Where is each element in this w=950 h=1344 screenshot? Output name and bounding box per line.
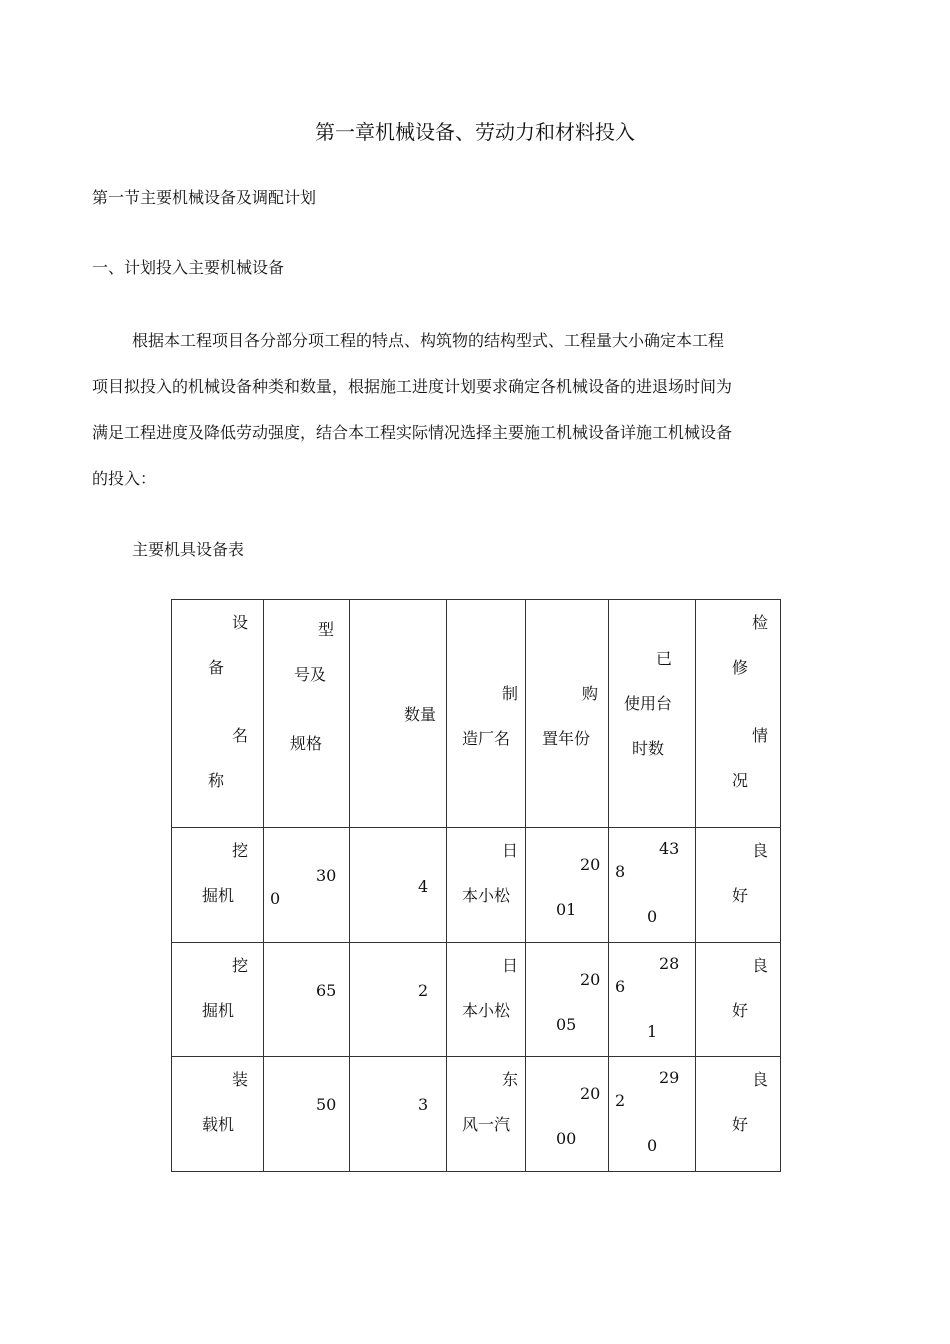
header-text: 情 bbox=[752, 726, 769, 745]
cell-text: 01 bbox=[556, 900, 577, 919]
table-row bbox=[172, 828, 781, 943]
header-text: 时数 bbox=[632, 739, 665, 758]
cell-year bbox=[526, 943, 609, 1057]
cell-hours bbox=[609, 828, 696, 943]
table-header-row bbox=[172, 600, 781, 828]
cell-status bbox=[696, 1057, 781, 1172]
cell-text: 3 bbox=[418, 1095, 429, 1114]
cell-text: 载机 bbox=[202, 1115, 235, 1134]
cell-year bbox=[526, 1057, 609, 1172]
header-text: 已 bbox=[656, 649, 673, 668]
cell-text: 2 bbox=[418, 981, 429, 1000]
cell-text: 65 bbox=[316, 981, 337, 1000]
table-caption: 主要机具设备表 bbox=[132, 540, 245, 559]
cell-text: 掘机 bbox=[202, 1001, 235, 1020]
table-row bbox=[172, 1057, 781, 1172]
cell-hours bbox=[609, 943, 696, 1057]
cell-text: 良 bbox=[752, 956, 769, 975]
cell-text: 日 bbox=[502, 841, 519, 860]
cell-text: 本小松 bbox=[462, 886, 511, 905]
cell-text: 0 bbox=[270, 889, 281, 908]
cell-qty bbox=[350, 828, 447, 943]
header-cell-name bbox=[172, 600, 264, 828]
header-cell-status bbox=[696, 600, 781, 828]
header-text: 名 bbox=[232, 726, 249, 745]
cell-maker bbox=[447, 943, 526, 1057]
header-text: 制 bbox=[502, 684, 519, 703]
cell-text: 20 bbox=[580, 855, 601, 874]
header-text: 修 bbox=[732, 658, 749, 677]
cell-text: 00 bbox=[556, 1129, 577, 1148]
header-text: 购 bbox=[582, 684, 599, 703]
cell-year bbox=[526, 828, 609, 943]
cell-hours bbox=[609, 1057, 696, 1172]
cell-text: 50 bbox=[316, 1095, 337, 1114]
header-text: 数量 bbox=[404, 705, 437, 724]
header-cell-maker bbox=[447, 600, 526, 828]
cell-text: 日 bbox=[502, 956, 519, 975]
cell-maker bbox=[447, 1057, 526, 1172]
cell-text: 05 bbox=[556, 1015, 577, 1034]
cell-model bbox=[264, 1057, 350, 1172]
cell-text: 好 bbox=[732, 1115, 749, 1134]
paragraph-line: 满足工程进度及降低劳动强度，结合本工程实际情况选择主要施工机械设备详施工机械设备 bbox=[92, 423, 733, 442]
header-cell-year bbox=[526, 600, 609, 828]
header-text: 设 bbox=[232, 613, 249, 632]
header-text: 况 bbox=[732, 771, 749, 790]
cell-text: 30 bbox=[316, 866, 337, 885]
header-text: 称 bbox=[208, 771, 225, 790]
paragraph-line: 根据本工程项目各分部分项工程的特点、构筑物的结构型式、工程量大小确定本工程 bbox=[132, 331, 725, 350]
header-text: 置年份 bbox=[542, 729, 591, 748]
cell-text: 良 bbox=[752, 1070, 769, 1089]
cell-text: 8 bbox=[615, 862, 626, 881]
header-text: 型 bbox=[318, 620, 335, 639]
cell-text: 掘机 bbox=[202, 886, 235, 905]
cell-text: 0 bbox=[647, 1136, 658, 1155]
cell-model bbox=[264, 828, 350, 943]
paragraph-line: 项目拟投入的机械设备种类和数量，根据施工进度计划要求确定各机械设备的进退场时间为 bbox=[92, 377, 733, 396]
cell-text: 1 bbox=[647, 1022, 658, 1041]
header-text: 号及 bbox=[294, 665, 327, 684]
cell-name bbox=[172, 1057, 264, 1172]
cell-name bbox=[172, 943, 264, 1057]
cell-status bbox=[696, 943, 781, 1057]
body-paragraph bbox=[92, 318, 872, 502]
cell-text: 20 bbox=[580, 1084, 601, 1103]
document-title: 第一章机械设备、劳动力和材料投入 bbox=[315, 120, 635, 144]
cell-status bbox=[696, 828, 781, 943]
header-text: 备 bbox=[208, 658, 225, 677]
cell-text: 挖 bbox=[232, 956, 249, 975]
cell-text: 本小松 bbox=[462, 1001, 511, 1020]
header-text: 检 bbox=[752, 613, 769, 632]
cell-text: 20 bbox=[580, 970, 601, 989]
cell-qty bbox=[350, 943, 447, 1057]
cell-text: 4 bbox=[418, 877, 429, 896]
table-row bbox=[172, 943, 781, 1057]
cell-text: 29 bbox=[659, 1068, 680, 1087]
header-text: 造厂名 bbox=[462, 729, 511, 748]
cell-text: 挖 bbox=[232, 841, 249, 860]
header-text: 使用台 bbox=[624, 694, 673, 713]
cell-text: 好 bbox=[732, 1001, 749, 1020]
cell-text: 风一汽 bbox=[462, 1115, 511, 1134]
header-cell-qty bbox=[350, 600, 447, 828]
cell-text: 良 bbox=[752, 841, 769, 860]
subsection-heading: 一、计划投入主要机械设备 bbox=[92, 258, 285, 277]
cell-maker bbox=[447, 828, 526, 943]
cell-text: 43 bbox=[659, 839, 680, 858]
cell-name bbox=[172, 828, 264, 943]
cell-model bbox=[264, 943, 350, 1057]
cell-qty bbox=[350, 1057, 447, 1172]
header-cell-hours bbox=[609, 600, 696, 828]
cell-text: 0 bbox=[647, 907, 658, 926]
cell-text: 好 bbox=[732, 886, 749, 905]
section-heading: 第一节主要机械设备及调配计划 bbox=[92, 188, 317, 207]
cell-text: 装 bbox=[232, 1070, 249, 1089]
paragraph-line: 的投入： bbox=[92, 469, 157, 488]
cell-text: 6 bbox=[615, 977, 626, 996]
cell-text: 28 bbox=[659, 954, 680, 973]
cell-text: 东 bbox=[502, 1070, 519, 1089]
header-text: 规格 bbox=[290, 734, 323, 753]
header-cell-model bbox=[264, 600, 350, 828]
cell-text: 2 bbox=[615, 1091, 626, 1110]
equipment-table bbox=[171, 599, 781, 1172]
